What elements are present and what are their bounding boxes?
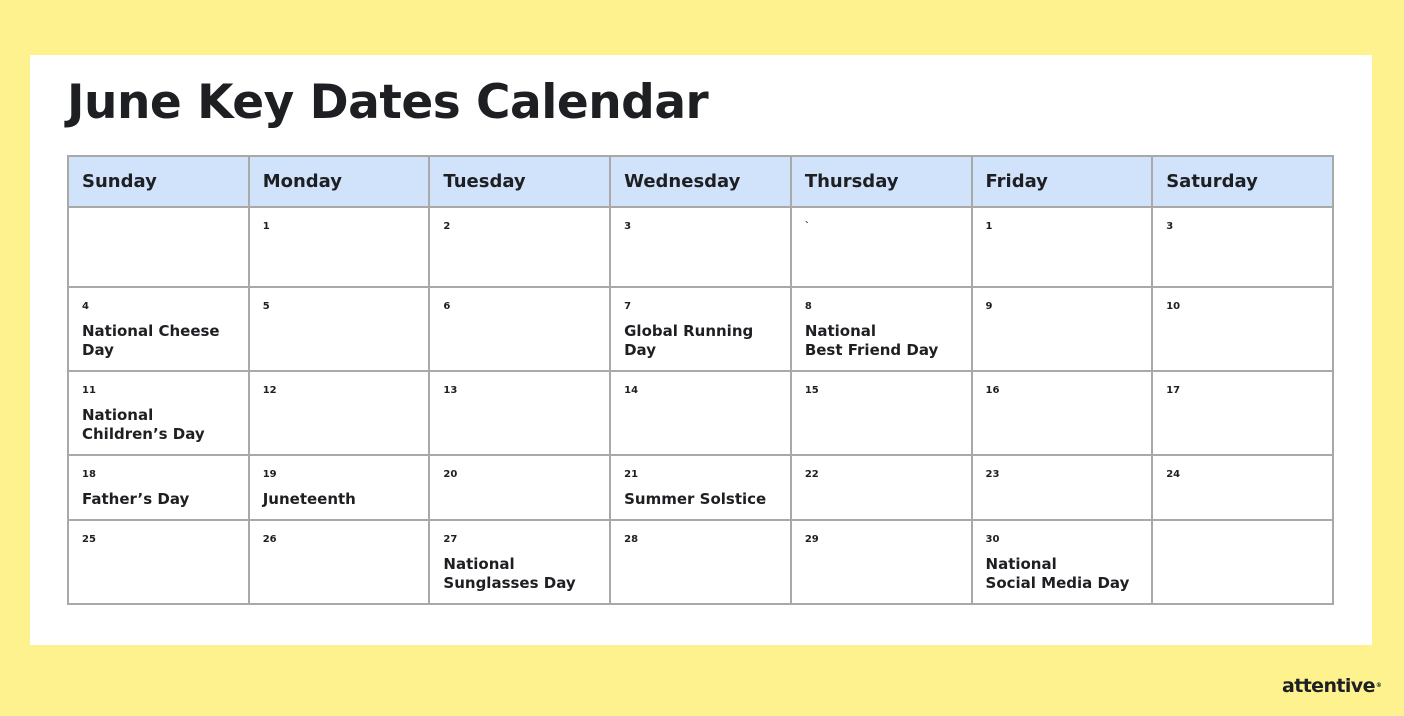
day-cell-content — [250, 456, 429, 509]
weekday-header-monday: Monday — [249, 156, 430, 207]
day-number: 24 — [1166, 469, 1181, 480]
day-number: 26 — [262, 534, 277, 545]
weekday-header-friday: Friday — [972, 156, 1153, 207]
day-cell-content — [250, 372, 429, 397]
day-number: 11 — [82, 385, 96, 396]
day-cell-content — [1153, 521, 1332, 546]
day-cell-content — [792, 456, 971, 481]
event-label: National Cheese Day — [82, 322, 220, 359]
day-cell-content — [430, 456, 609, 481]
day-cell — [68, 207, 249, 287]
day-cell-content — [611, 521, 790, 546]
day-number: 10 — [1166, 301, 1181, 312]
day-cell-content — [1153, 208, 1332, 233]
day-cell-content — [430, 372, 609, 397]
event-label: Global Running Day — [624, 322, 754, 359]
day-cell-content — [1153, 372, 1332, 397]
day-number: 30 — [985, 534, 1000, 545]
day-number: 19 — [262, 469, 277, 480]
day-cell — [972, 455, 1153, 520]
day-cell — [1152, 371, 1333, 455]
day-number: 1 — [262, 221, 270, 232]
day-cell-content — [792, 208, 971, 233]
day-number: 20 — [443, 469, 458, 480]
day-cell-content — [792, 288, 971, 360]
day-number: 28 — [624, 534, 639, 545]
day-cell-content — [1153, 456, 1332, 481]
event-label: National Sunglasses Day — [443, 555, 576, 592]
day-cell — [1152, 520, 1333, 604]
weekday-header-sunday: Sunday — [68, 156, 249, 207]
week-row — [68, 371, 1333, 455]
day-number: 17 — [1166, 385, 1181, 396]
week-row — [68, 455, 1333, 520]
day-cell — [68, 287, 249, 371]
day-number: 4 — [82, 301, 89, 312]
day-number — [82, 221, 238, 233]
day-cell-content — [973, 372, 1152, 397]
day-cell — [1152, 207, 1333, 287]
day-number: 15 — [804, 385, 819, 396]
event-label: Summer Solstice — [624, 490, 767, 508]
day-cell-content — [69, 208, 248, 233]
day-number: 3 — [1166, 221, 1174, 232]
day-number: 2 — [443, 221, 451, 232]
calendar-card — [30, 55, 1372, 645]
day-cell-content — [250, 521, 429, 546]
calendar-table — [67, 155, 1334, 605]
day-cell — [1152, 287, 1333, 371]
calendar-body — [68, 207, 1333, 604]
day-cell-content — [611, 372, 790, 397]
day-cell — [610, 455, 791, 520]
day-cell — [249, 455, 430, 520]
day-number: 14 — [624, 385, 639, 396]
trademark-mark: ® — [1375, 682, 1382, 689]
weekday-header-wednesday: Wednesday — [610, 156, 791, 207]
weekday-header-tuesday: Tuesday — [429, 156, 610, 207]
event-label: National Children’s Day — [82, 406, 205, 443]
day-number: 13 — [443, 385, 458, 396]
weekday-header-saturday: Saturday — [1152, 156, 1333, 207]
day-cell — [429, 520, 610, 604]
day-cell-content — [1153, 288, 1332, 313]
day-cell-content — [973, 208, 1152, 233]
day-number: 8 — [804, 301, 812, 312]
day-number: 9 — [985, 301, 993, 312]
day-number: 23 — [985, 469, 1000, 480]
day-cell — [249, 520, 430, 604]
logo-text: attentive — [1282, 675, 1375, 697]
day-cell-content — [973, 288, 1152, 313]
day-cell — [68, 520, 249, 604]
day-number: 18 — [82, 469, 96, 480]
day-number: 27 — [443, 534, 458, 545]
day-cell — [791, 455, 972, 520]
day-cell-content — [973, 456, 1152, 481]
day-cell — [791, 371, 972, 455]
day-number: 21 — [624, 469, 639, 480]
day-number: 29 — [804, 534, 819, 545]
day-cell — [429, 455, 610, 520]
day-cell-content — [611, 456, 790, 509]
day-cell — [68, 455, 249, 520]
day-number: 12 — [262, 385, 277, 396]
event-label: Father’s Day — [82, 490, 190, 508]
day-number: 22 — [804, 469, 819, 480]
day-cell — [972, 207, 1153, 287]
day-cell — [610, 371, 791, 455]
day-cell — [972, 287, 1153, 371]
event-label: Juneteenth — [262, 490, 356, 508]
day-cell — [68, 371, 249, 455]
day-cell-content — [430, 208, 609, 233]
day-cell-content — [69, 372, 248, 444]
day-cell — [249, 207, 430, 287]
day-number: 6 — [443, 301, 451, 312]
day-cell — [972, 371, 1153, 455]
day-number: ` — [804, 221, 810, 232]
day-cell-content — [611, 288, 790, 360]
day-cell-content — [973, 521, 1152, 593]
week-row — [68, 207, 1333, 287]
day-cell-content — [611, 208, 790, 233]
week-row — [68, 520, 1333, 604]
day-number — [1166, 534, 1322, 546]
day-number: 5 — [262, 301, 270, 312]
day-cell — [249, 287, 430, 371]
day-cell-content — [430, 288, 609, 313]
day-cell-content — [250, 288, 429, 313]
day-number: 25 — [82, 534, 96, 545]
day-cell — [610, 287, 791, 371]
day-cell — [429, 287, 610, 371]
day-cell — [610, 207, 791, 287]
day-cell-content — [69, 456, 248, 509]
day-number: 3 — [624, 221, 632, 232]
day-cell — [791, 287, 972, 371]
attentive-logo — [1282, 674, 1381, 698]
page-title: June Key Dates Calendar — [67, 75, 709, 130]
weekday-header-thursday: Thursday — [791, 156, 972, 207]
day-cell-content — [792, 521, 971, 546]
day-cell — [429, 371, 610, 455]
day-cell — [972, 520, 1153, 604]
day-number: 1 — [985, 221, 993, 232]
day-cell-content — [792, 372, 971, 397]
event-label: National Social Media Day — [985, 555, 1130, 592]
day-cell-content — [69, 288, 248, 360]
event-label: National Best Friend Day — [804, 322, 939, 359]
day-cell-content — [430, 521, 609, 593]
day-cell-content — [69, 521, 248, 546]
day-cell — [249, 371, 430, 455]
weekday-header-row — [68, 156, 1333, 207]
day-cell — [791, 520, 972, 604]
day-number: 7 — [624, 301, 632, 312]
week-row — [68, 287, 1333, 371]
day-number: 16 — [985, 385, 1000, 396]
day-cell — [1152, 455, 1333, 520]
day-cell — [610, 520, 791, 604]
day-cell — [791, 207, 972, 287]
day-cell — [429, 207, 610, 287]
day-cell-content — [250, 208, 429, 233]
